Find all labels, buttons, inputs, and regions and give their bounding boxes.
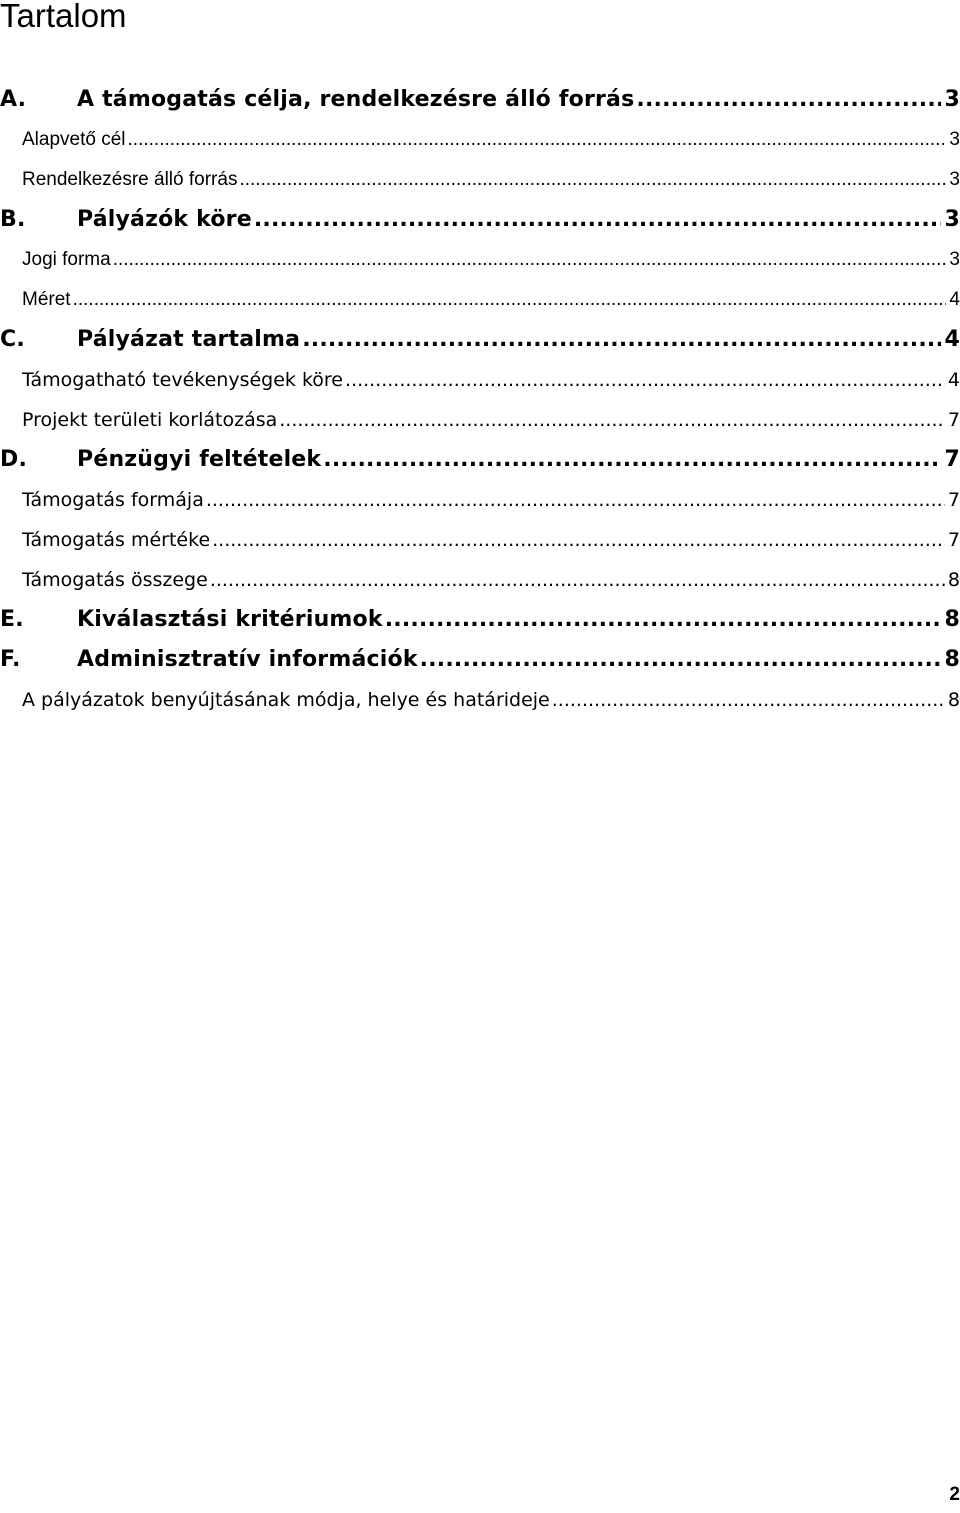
- toc-dot-leader: [73, 280, 947, 320]
- toc-entry-title: Projekt területi korlátozása: [22, 409, 278, 431]
- toc-section-letter: E.: [0, 607, 24, 632]
- toc-subsection-entry[interactable]: [0, 400, 960, 440]
- toc-section-letter: B.: [0, 207, 26, 232]
- toc-entry-title: Adminisztratív információk: [77, 647, 418, 672]
- toc-page-number: 8: [947, 689, 960, 711]
- table-of-contents: [0, 80, 960, 720]
- toc-subsection-entry[interactable]: [0, 680, 960, 720]
- toc-entry-title: Támogatás összege: [22, 569, 208, 591]
- toc-section-letter: C.: [0, 327, 25, 352]
- page-title: Tartalom: [0, 0, 127, 34]
- toc-page-number: 4: [944, 327, 960, 352]
- toc-entry-title: Alapvető cél: [22, 129, 126, 150]
- toc-entry-title: Pályázat tartalma: [77, 327, 301, 352]
- toc-section-entry[interactable]: [0, 200, 960, 240]
- toc-entry-title: A támogatás célja, rendelkezésre álló forrás: [77, 87, 635, 112]
- toc-dot-leader: [210, 560, 945, 600]
- toc-page-number: 7: [944, 447, 960, 472]
- toc-section-letter: F.: [0, 647, 21, 672]
- toc-subsection-entry[interactable]: [0, 560, 960, 600]
- toc-section-entry[interactable]: [0, 600, 960, 640]
- toc-dot-leader: [302, 320, 941, 360]
- toc-page-number: 7: [947, 409, 960, 431]
- toc-page-number: 8: [944, 607, 960, 632]
- toc-subsection-entry[interactable]: [0, 160, 960, 200]
- toc-dot-leader: [239, 160, 946, 200]
- toc-entry-title: Támogatás formája: [22, 489, 204, 511]
- toc-page-number: 4: [947, 369, 960, 391]
- toc-dot-leader: [552, 680, 945, 720]
- toc-entry-title: Kiválasztási kritériumok: [77, 607, 383, 632]
- toc-subsection-entry[interactable]: [0, 280, 960, 320]
- toc-page-number: 3: [949, 129, 960, 150]
- toc-section-letter: D.: [0, 447, 28, 472]
- toc-subsection-entry[interactable]: [0, 520, 960, 560]
- toc-page-number: 3: [944, 87, 960, 112]
- toc-page-number: 3: [949, 169, 960, 190]
- toc-page-number: 4: [949, 289, 960, 310]
- toc-dot-leader: [385, 600, 942, 640]
- toc-dot-leader: [128, 120, 947, 160]
- toc-page-number: 8: [944, 647, 960, 672]
- page-number: 2: [949, 1484, 960, 1505]
- toc-dot-leader: [254, 200, 942, 240]
- toc-dot-leader: [279, 400, 945, 440]
- toc-dot-leader: [420, 640, 942, 680]
- toc-section-entry[interactable]: [0, 320, 960, 360]
- toc-entry-title: Jogi forma: [22, 249, 111, 270]
- toc-section-entry[interactable]: [0, 440, 960, 480]
- toc-entry-title: Méret: [22, 289, 71, 310]
- toc-subsection-entry[interactable]: [0, 480, 960, 520]
- toc-dot-leader: [345, 360, 945, 400]
- toc-dot-leader: [206, 480, 945, 520]
- toc-entry-title: A pályázatok benyújtásának módja, helye és határideje: [22, 689, 550, 711]
- toc-entry-title: Támogatható tevékenységek köre: [22, 369, 343, 391]
- toc-subsection-entry[interactable]: [0, 240, 960, 280]
- toc-page-number: 8: [947, 569, 960, 591]
- toc-section-entry[interactable]: [0, 80, 960, 120]
- toc-page-number: 7: [947, 529, 960, 551]
- toc-dot-leader: [323, 440, 941, 480]
- toc-dot-leader: [636, 80, 941, 120]
- toc-subsection-entry[interactable]: [0, 120, 960, 160]
- toc-subsection-entry[interactable]: [0, 360, 960, 400]
- toc-section-letter: A.: [0, 87, 27, 112]
- toc-section-entry[interactable]: [0, 640, 960, 680]
- toc-entry-title: Támogatás mértéke: [22, 529, 211, 551]
- toc-page-number: 3: [949, 249, 960, 270]
- toc-entry-title: Pénzügyi feltételek: [77, 447, 322, 472]
- toc-dot-leader: [212, 520, 945, 560]
- toc-entry-title: Pályázók köre: [77, 207, 252, 232]
- toc-dot-leader: [113, 240, 947, 280]
- toc-entry-title: Rendelkezésre álló forrás: [22, 169, 238, 190]
- toc-page-number: 7: [947, 489, 960, 511]
- toc-page-number: 3: [944, 207, 960, 232]
